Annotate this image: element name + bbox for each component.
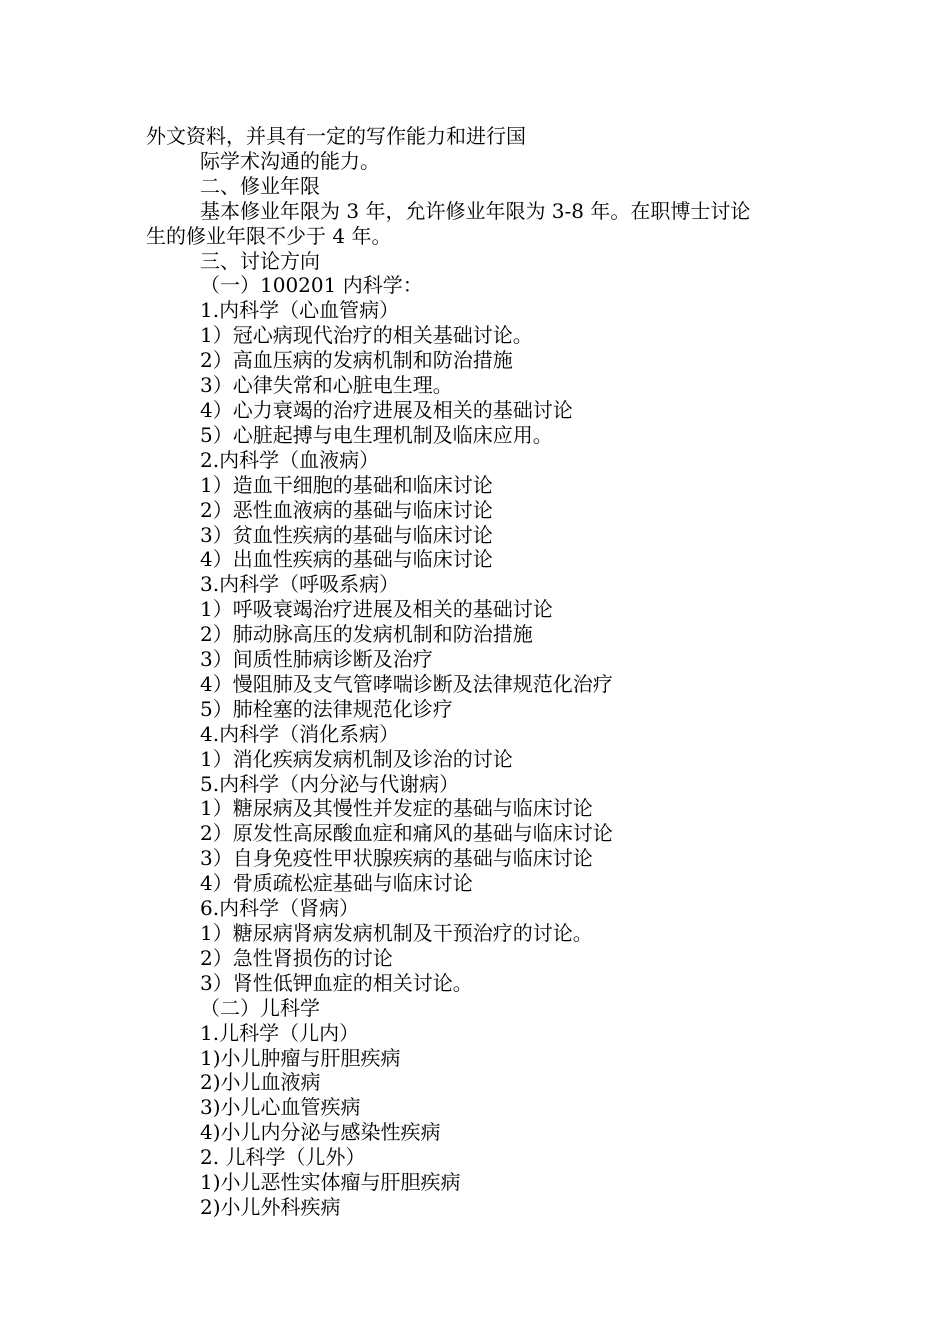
- text-line: 际学术沟通的能力。: [200, 148, 380, 173]
- text-line: 4）慢阻肺及支气管哮喘诊断及法律规范化治疗: [200, 671, 613, 696]
- text-line: 2）原发性高尿酸血症和痛风的基础与临床讨论: [200, 821, 613, 846]
- text-line: 基本修业年限为 3 年，允许修业年限为 3-8 年。在职博士讨论: [200, 198, 751, 223]
- text-line: （一）100201 内科学：: [200, 273, 423, 298]
- text-line: 2)小儿血液病: [200, 1070, 321, 1095]
- text-line: 2）恶性血液病的基础与临床讨论: [200, 497, 493, 522]
- text-line: 1）呼吸衰竭治疗进展及相关的基础讨论: [200, 597, 553, 622]
- text-line: 3）间质性肺病诊断及治疗: [200, 647, 433, 672]
- text-line: 1）造血干细胞的基础和临床讨论: [200, 472, 493, 497]
- text-line: 1)小儿恶性实体瘤与肝胆疾病: [200, 1170, 461, 1195]
- text-line: 4）出血性疾病的基础与临床讨论: [200, 547, 493, 572]
- text-line: 1）糖尿病及其慢性并发症的基础与临床讨论: [200, 796, 593, 821]
- text-line: 3）贫血性疾病的基础与临床讨论: [200, 522, 493, 547]
- text-line: 生的修业年限不少于 4 年。: [146, 223, 392, 248]
- text-line: 1）消化疾病发病机制及诊治的讨论: [200, 746, 513, 771]
- text-line: 1)小儿肿瘤与肝胆疾病: [200, 1045, 401, 1070]
- text-line: 5.内科学（内分泌与代谢病）: [200, 771, 460, 796]
- text-line: （二）儿科学: [200, 995, 320, 1020]
- text-line: 外文资料，并具有一定的写作能力和进行国: [146, 124, 526, 148]
- text-line: 5）心脏起搏与电生理机制及临床应用。: [200, 422, 553, 447]
- text-line: 2)小儿外科疾病: [200, 1194, 341, 1219]
- text-line: 2）肺动脉高压的发病机制和防治措施: [200, 622, 533, 647]
- text-line: 三、讨论方向: [200, 248, 320, 273]
- text-line: 1.儿科学（儿内）: [200, 1020, 360, 1045]
- text-line: 6.内科学（肾病）: [200, 896, 360, 921]
- text-line: 4)小儿内分泌与感染性疾病: [200, 1120, 441, 1145]
- text-line: 3)小儿心血管疾病: [200, 1095, 361, 1120]
- document-body: [146, 124, 816, 1220]
- text-line: 3）心律失常和心脏电生理。: [200, 373, 453, 398]
- text-line: 3）自身免疫性甲状腺疾病的基础与临床讨论: [200, 846, 593, 871]
- text-line: 4）心力衰竭的治疗进展及相关的基础讨论: [200, 397, 573, 422]
- text-line: 2）高血压病的发病机制和防治措施: [200, 348, 513, 373]
- text-line: 2. 儿科学（儿外）: [200, 1145, 366, 1170]
- text-line: 5）肺栓塞的法律规范化诊疗: [200, 696, 453, 721]
- text-line: 1.内科学（心血管病）: [200, 298, 400, 323]
- text-line: 2）急性肾损伤的讨论: [200, 945, 393, 970]
- text-line: 4.内科学（消化系病）: [200, 721, 400, 746]
- text-line: 3.内科学（呼吸系病）: [200, 572, 400, 597]
- text-line: 二、修业年限: [200, 173, 320, 198]
- text-line: 1）冠心病现代治疗的相关基础讨论。: [200, 323, 533, 348]
- text-line: 2.内科学（血液病）: [200, 447, 380, 472]
- text-line: 3）肾性低钾血症的相关讨论。: [200, 970, 473, 995]
- text-line: 4）骨质疏松症基础与临床讨论: [200, 871, 473, 896]
- text-line: 1）糖尿病肾病发病机制及干预治疗的讨论。: [200, 921, 593, 945]
